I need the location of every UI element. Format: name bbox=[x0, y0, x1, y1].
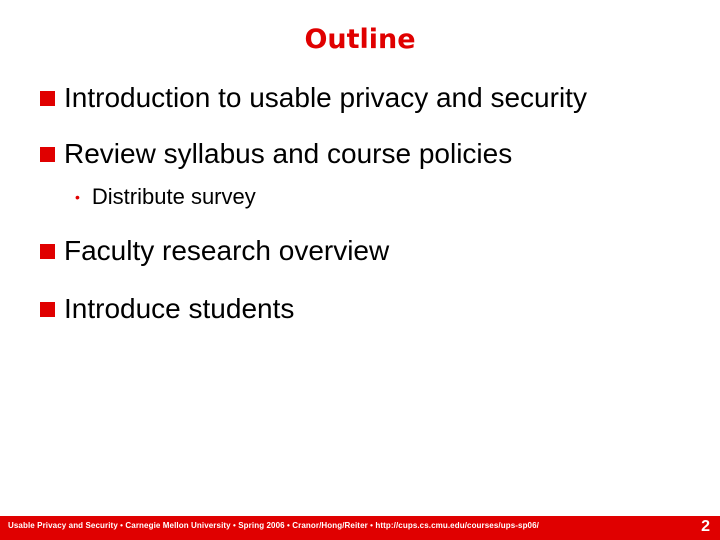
bullet-item bbox=[40, 289, 294, 329]
bullet-item bbox=[40, 231, 389, 271]
square-bullet-icon bbox=[40, 302, 55, 317]
bullet-text: Introduction to usable privacy and security bbox=[64, 82, 587, 113]
dot-bullet-icon: • bbox=[75, 189, 80, 205]
bullet-text: Introduce students bbox=[64, 293, 295, 324]
page-number: 2 bbox=[701, 518, 710, 535]
footer-text: Usable Privacy and Security • Carnegie Mellon University • Spring 2006 • Cranor/Hong/Reiter • http://cups.cs.cmu.edu/courses/ups-sp06/ bbox=[8, 521, 539, 530]
bullet-item bbox=[40, 78, 587, 118]
square-bullet-icon bbox=[40, 244, 55, 259]
bullet-text: Review syllabus and course policies bbox=[64, 138, 513, 169]
sub-bullet-item bbox=[75, 182, 256, 212]
footer-bar bbox=[0, 516, 720, 540]
bullet-text: Faculty research overview bbox=[64, 235, 390, 266]
square-bullet-icon bbox=[40, 91, 55, 106]
slide-title: Outline bbox=[304, 24, 416, 55]
square-bullet-icon bbox=[40, 147, 55, 162]
sub-bullet-text: Distribute survey bbox=[91, 184, 256, 209]
bullet-item bbox=[40, 134, 512, 174]
